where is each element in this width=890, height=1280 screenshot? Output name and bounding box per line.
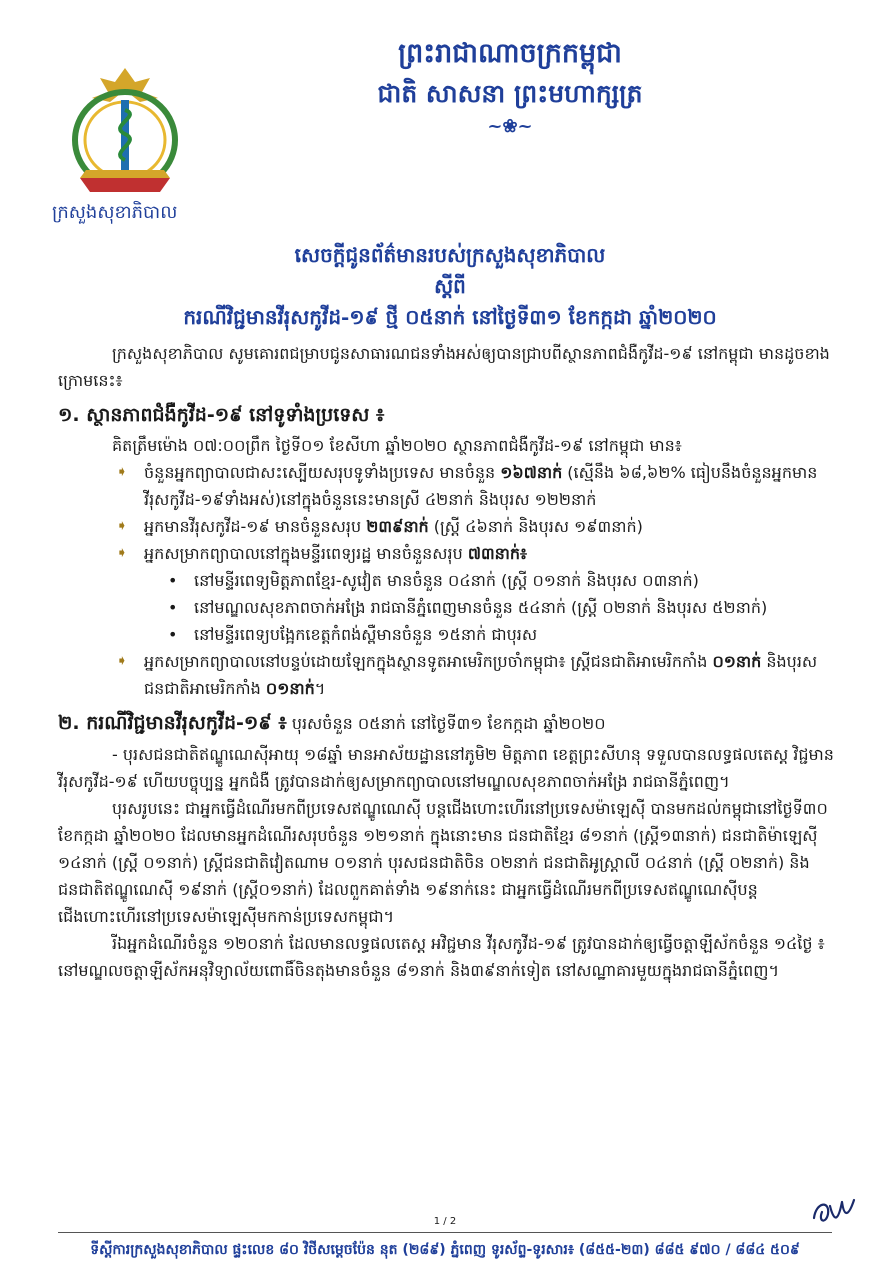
sub-list-item: • នៅមន្ទីរពេទ្យបង្អែកខេត្តកំពង់ស្ពឺមានចំនួន ១៥នាក់ ជាបុរស [58, 621, 838, 648]
ministry-of-health-emblem-icon [60, 60, 190, 200]
sub-list-item: • នៅមណ្ឌលសុខភាពចាក់អង្រែ រាជធានីភ្នំពេញមានចំនួន ៥៤នាក់ (ស្ត្រី ០២នាក់ និងបុរស ៥២នាក់) [58, 594, 838, 621]
dot-bullet-icon: • [168, 598, 178, 617]
sub-list-item: • នៅមន្ទីរពេទ្យមិត្តភាពខ្មែរ-សូវៀត មានចំនួន ០៤នាក់ (ស្ត្រី ០១នាក់ និងបុរស ០៣នាក់) [58, 567, 838, 594]
title-line-1: សេចក្ដីជូនព័ត៌មានរបស់ក្រសួងសុខាភិបាល [294, 243, 606, 267]
page-number: 1 / 2 [433, 1216, 457, 1227]
section-1-heading: ១. ស្ថានភាពជំងឺកូវីដ-១៩ នៅទូទាំងប្រទេស ៖ [58, 404, 385, 426]
title-line-2: ស្ដីពី [434, 274, 466, 298]
section-2-paragraph: បុរសរូបនេះ ជាអ្នកធ្វើដំណើរមកពីប្រទេសឥណ្ឌូណេស៊ី បន្តជើងហោះហើរនៅប្រទេសម៉ាឡេស៊ី បានមកដល់កម្ពុជានៅថ្ងៃទី៣០ ខែកក្កដា ឆ្នាំ២០២០ ដែលមានអ្នកដំណើរសរុបចំនួន ១២១នាក់ ក្នុងនោះមាន ជនជាតិខ្មែរ ៨១នាក់ (ស្ត្រី១៣នាក់) ជនជាតិម៉ាឡេស៊ី ១៤នាក់ (ស្ត្រី ០១នាក់) ស្ត្រីជនជាតិវៀតណាម ០១នាក់ បុរសជនជាតិចិន ០២នាក់ ជនជាតិអូស្រ្តាលី ០៤នាក់ (ស្ត្រី ០២នាក់) និងជនជាតិឥណ្ឌូណេស៊ី ១៩នាក់ (ស្ត្រី០១នាក់) ដែលពួកគាត់ទាំង ១៩នាក់នេះ ជាអ្នកធ្វើដំណើរមកពីប្រទេសឥណ្ឌូណេស៊ីបន្តជើងហោះហើរនៅប្រទេសម៉ាឡេស៊ីមកកាន់ប្រទេសកម្ពុជា។ [58, 799, 828, 926]
national-motto: ជាតិ សាសនា ព្រះមហាក្សត្រ [377, 79, 643, 108]
arrow-bullet-icon: ➧ [116, 518, 128, 534]
dot-bullet-icon: • [168, 571, 178, 590]
kingdom-name: ព្រះរាជាណាចក្រកម្ពុជា [398, 38, 622, 69]
handwritten-signature-icon [808, 1192, 858, 1232]
list-item: ➧ ចំនួនអ្នកព្យាបាលជាសះស្បើយសរុបទូទាំងប្រទេស មានចំនួន ១៦៧នាក់ (ស្មើនឹង ៦៨,៦២% ធៀបនឹងចំនួនអ្នកមានវីរុសកូវីដ-១៩ទាំងអស់)នៅក្នុងចំនួននេះមានស្រី ៤២នាក់ និងបុរស ១២២នាក់ [58, 459, 838, 513]
arrow-bullet-icon: ➧ [116, 545, 128, 561]
document-body [58, 340, 838, 984]
dot-bullet-icon: • [168, 625, 178, 644]
list-item: ➧ អ្នកសម្រាកព្យាបាលនៅក្នុងមន្ទីរពេទ្យរដ្ឋ មានចំនួនសរុប ៧៣នាក់៖ [58, 540, 838, 567]
section-1-lead: គិតត្រឹមម៉ោង ០៧:០០ព្រឹក ថ្ងៃទី០១ ខែសីហា ឆ្នាំ២០២០ ស្ថានភាពជំងឺកូវីដ-១៩ នៅកម្ពុជា មាន៖ [112, 436, 682, 455]
ornament-icon: ~❀~ [487, 116, 533, 137]
section-2-paragraph: - បុរសជនជាតិឥណ្ឌូណេស៊ីអាយុ ១៨ឆ្នាំ មានអាស័យដ្ឋាននៅភូមិ២ មិត្តភាព ខេត្តព្រះសីហនុ ទទួលបានលទ្ធផលតេស្ត វិជ្ជមានវីរុសកូវីដ-១៩ ហើយបច្ចុប្បន្ន អ្នកជំងឺ ត្រូវបានដាក់ឲ្យសម្រាកព្យាបាលនៅមណ្ឌលសុខភាពចាក់អង្រែ រាជធានីភ្នំពេញ។ [58, 745, 834, 791]
footer-divider [58, 1232, 832, 1233]
arrow-bullet-icon: ➧ [116, 653, 128, 669]
kingdom-header [230, 34, 790, 140]
intro-paragraph: ក្រសួងសុខាភិបាល សូមគោរពជម្រាបជូនសាធារណជនទាំងអស់ឲ្យបានជ្រាបពីស្ថានភាពជំងឺកូវីដ-១៩ នៅកម្ពុជា មានដូចខាងក្រោមនេះ៖ [58, 344, 830, 390]
list-item: ➧ អ្នកមានវីរុសកូវីដ-១៩ មានចំនួនសរុប ២៣៩នាក់ (ស្ត្រី ៤៦នាក់ និងបុរស ១៩៣នាក់) [58, 513, 838, 540]
arrow-bullet-icon: ➧ [116, 464, 128, 480]
list-item: ➧ អ្នកសម្រាកព្យាបាលនៅបន្ទប់ដោយឡែកក្នុងស្ថានទូតអាមេរិកប្រចាំកម្ពុជា៖ ស្ត្រីជនជាតិអាមេរិកកាំង ០១នាក់ និងបុរសជនជាតិអាមេរិកកាំង ០១នាក់។ [58, 648, 838, 702]
footer-address: ទីស្ដីការក្រសួងសុខាភិបាល ផ្ទះលេខ ៨០ វិថីសម្ដេចប៉ែន នុត (២៨៩) ភ្នំពេញ ទូរស័ព្ទ-ទូរសារ៖ (៨៥៥-២៣) ៨៨៥ ៩៧០ / ៨៨៤ ៥០៩ [90, 1242, 800, 1258]
section-2-heading: ២. ករណីវិជ្ជមានវីរុសកូវីដ-១៩ ៖ បុរសចំនួន ០៥នាក់ នៅថ្ងៃទី៣១ ខែកក្កដា ឆ្នាំ២០២០ [58, 712, 606, 734]
section-2-paragraph: រីឯអ្នកដំណើរចំនួន ១២០នាក់ ដែលមានលទ្ធផលតេស្ត អវិជ្ជមាន វីរុសកូវីដ-១៩ ត្រូវបានដាក់ឲ្យធ្វើចត្តាឡីស័កចំនួន ១៤ថ្ងៃ ៖ នៅមណ្ឌលចត្តាឡីស័កអនុវិទ្យាល័យពោធិ៍ចិនតុងមានចំនួន ៨១នាក់ និង៣៩នាក់ទៀត នៅសណ្ឋាគារមួយក្នុងរាជធានីភ្នំពេញ។ [58, 934, 825, 980]
ministry-name: ក្រសួងសុខាភិបាល [52, 202, 178, 223]
press-release-title [90, 240, 810, 333]
title-line-3: ករណីវិជ្ជមានវីរុសកូវីដ-១៩ ថ្មី ០៥នាក់ នៅថ្ងៃទី៣១ ខែកក្កដា ឆ្នាំ២០២០ [183, 305, 717, 329]
